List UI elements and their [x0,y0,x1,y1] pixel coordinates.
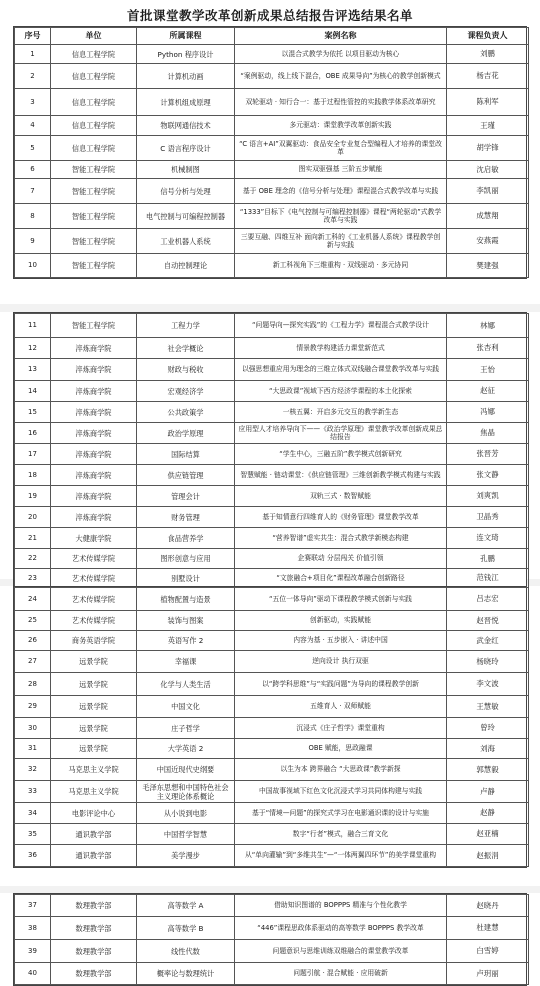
table-row [15,803,529,824]
cell-leader: 张文静 [447,465,529,486]
cell-course: 国际结算 [137,444,235,465]
cell-leader: 王瑾 [447,116,529,136]
results-table [14,313,529,588]
cell-case-name: “五位一体导向”驱动下课程教学模式创新与实践 [235,588,447,611]
table-row [15,402,529,423]
cell-case-name: 借助知识图谱的 BOPPPS 精准与个性化教学 [235,895,447,917]
cell-case-name: 从“单向灌输”到“多维共生”—“一体两翼四环节”的美学课堂重构 [235,845,447,867]
cell-leader: 杨晓玲 [447,651,529,673]
cell-course: 美学漫步 [137,845,235,867]
cell-unit: 智能工程学院 [51,161,137,179]
cell-case-name: OBE 赋能，思政融课 [235,739,447,759]
table-row [15,781,529,803]
cell-case-name: 五维育人 · 双师赋能 [235,696,447,718]
cell-unit: 通识教学部 [51,845,137,867]
cell-unit: 淬炼商学院 [51,381,137,402]
cell-unit: 淬炼商学院 [51,338,137,359]
cell-number: 17 [15,444,51,465]
cell-case-name: 企赛联动 分层闯关 价值引领 [235,549,447,569]
cell-case-name: 沉浸式《庄子哲学》课堂重构 [235,718,447,739]
cell-leader: 孔鹏 [447,549,529,569]
cell-course: 财政与税收 [137,359,235,381]
results-table [14,587,529,867]
cell-unit: 信息工程学院 [51,136,137,161]
cell-course: 管理会计 [137,486,235,507]
cell-course: 中国近现代史纲要 [137,759,235,781]
cell-leader: 郭慧毅 [447,759,529,781]
table-row [15,444,529,465]
cell-unit: 艺术传媒学院 [51,569,137,588]
table-row [15,895,529,917]
cell-unit: 远景学院 [51,739,137,759]
cell-number: 26 [15,631,51,651]
cell-course: 社会学概论 [137,338,235,359]
cell-leader: 王怡 [447,359,529,381]
cell-course: 化学与人类生活 [137,673,235,696]
cell-unit: 淬炼商学院 [51,507,137,528]
page-gap [0,304,540,312]
cell-case-name: 创新驱动，实践赋能 [235,611,447,631]
cell-leader: 吕志宏 [447,588,529,611]
cell-unit: 远景学院 [51,651,137,673]
table-row [15,507,529,528]
cell-number: 8 [15,204,51,229]
cell-unit: 智能工程学院 [51,204,137,229]
cell-unit: 电影评论中心 [51,803,137,824]
header-unit: 单位 [51,28,137,45]
cell-leader: 李文波 [447,673,529,696]
cell-unit: 淬炼商学院 [51,359,137,381]
cell-number: 24 [15,588,51,611]
table-row [15,338,529,359]
cell-number: 40 [15,963,51,985]
cell-unit: 大健康学院 [51,528,137,549]
cell-case-name: 三要互融、四维互补 面向新工科的《工业机器人系统》课程教学创新与实践 [235,229,447,254]
cell-unit: 艺术传媒学院 [51,611,137,631]
header-leader: 课程负责人 [447,28,529,45]
cell-case-name: 多元驱动：课堂教学改革创新实践 [235,116,447,136]
cell-course: 线性代数 [137,940,235,963]
table-row [15,229,529,254]
table-row [15,45,529,64]
cell-unit: 数理教学部 [51,895,137,917]
cell-course: 信号分析与处理 [137,179,235,204]
table-row [15,759,529,781]
cell-course: 从小说到电影 [137,803,235,824]
table-row [15,486,529,507]
cell-case-name: 数字“行者”模式，融合三育文化 [235,824,447,845]
cell-course: 图形创意与应用 [137,549,235,569]
cell-course: 中国哲学智慧 [137,824,235,845]
cell-number: 23 [15,569,51,588]
cell-leader: 赵亚楠 [447,824,529,845]
table-row [15,739,529,759]
table-row [15,381,529,402]
cell-number: 14 [15,381,51,402]
cell-case-name: “学生中心，三融五阶”教学模式创新研究 [235,444,447,465]
cell-leader: 李凯丽 [447,179,529,204]
results-table [14,27,529,278]
cell-number: 36 [15,845,51,867]
table-row [15,549,529,569]
cell-unit: 智能工程学院 [51,229,137,254]
cell-course: 财务管理 [137,507,235,528]
cell-number: 32 [15,759,51,781]
cell-course: 工程力学 [137,314,235,338]
results-table-part-4 [13,893,527,986]
results-table [14,894,529,985]
cell-course: 装饰与图案 [137,611,235,631]
cell-course: 别墅设计 [137,569,235,588]
table-row [15,179,529,204]
cell-leader: 刘海 [447,739,529,759]
cell-unit: 商务英语学院 [51,631,137,651]
cell-number: 27 [15,651,51,673]
cell-case-name: 应用型人才培养导向下——《政治学原理》课堂教学改革创新成果总结报告 [235,423,447,444]
cell-number: 5 [15,136,51,161]
table-row [15,89,529,116]
table-row [15,824,529,845]
cell-course: 毛泽东思想和中国特色社会主义理论体系概论 [137,781,235,803]
cell-case-name: 双轮驱动 · 知行合一：基于过程性管控的实践教学体系改革研究 [235,89,447,116]
cell-case-name: “大思政课”视域下西方经济学课程的本土化探索 [235,381,447,402]
cell-unit: 艺术传媒学院 [51,588,137,611]
cell-leader: 连文琦 [447,528,529,549]
cell-unit: 智能工程学院 [51,314,137,338]
table-row [15,940,529,963]
cell-case-name: “问题导向—探究实践”的《工程力学》课程混合式教学设计 [235,314,447,338]
cell-unit: 信息工程学院 [51,45,137,64]
table-row [15,611,529,631]
cell-unit: 数理教学部 [51,917,137,940]
cell-leader: 焦晶 [447,423,529,444]
cell-number: 34 [15,803,51,824]
cell-number: 21 [15,528,51,549]
results-table-part-1 [13,26,527,279]
cell-number: 33 [15,781,51,803]
cell-course: 宏观经济学 [137,381,235,402]
cell-number: 4 [15,116,51,136]
table-row [15,161,529,179]
cell-case-name: 内容为基 · 五步嵌入 · 讲述中国 [235,631,447,651]
cell-course: 工业机器人系统 [137,229,235,254]
cell-number: 11 [15,314,51,338]
cell-case-name: 基于 OBE 理念的《信号分析与处理》课程混合式教学改革与实践 [235,179,447,204]
results-table-part-3 [13,586,527,868]
cell-leader: 杨吉花 [447,64,529,89]
cell-unit: 淬炼商学院 [51,402,137,423]
header-no: 序号 [15,28,51,45]
cell-number: 25 [15,611,51,631]
cell-leader: 刘鹏 [447,45,529,64]
cell-case-name: 图实双驱强基 三阶五步赋能 [235,161,447,179]
page-gap [0,886,540,893]
cell-unit: 信息工程学院 [51,89,137,116]
cell-unit: 通识教学部 [51,824,137,845]
cell-course: 高等数学 B [137,917,235,940]
cell-case-name: 中国故事视域下红色文化沉浸式学习共同体构建与实践 [235,781,447,803]
cell-number: 18 [15,465,51,486]
cell-leader: 卢玥丽 [447,963,529,985]
cell-course: 幸福课 [137,651,235,673]
cell-course: 物联网通信技术 [137,116,235,136]
header-course: 所属课程 [137,28,235,45]
cell-number: 15 [15,402,51,423]
cell-number: 29 [15,696,51,718]
table-row [15,651,529,673]
cell-leader: 成慧翔 [447,204,529,229]
cell-course: 庄子哲学 [137,718,235,739]
cell-course: Python 程序设计 [137,45,235,64]
cell-leader: 白雪婷 [447,940,529,963]
table-row [15,569,529,588]
cell-unit: 远景学院 [51,673,137,696]
cell-leader: 曾玲 [447,718,529,739]
cell-unit: 智能工程学院 [51,179,137,204]
cell-course: 食品营养学 [137,528,235,549]
cell-case-name: 一核五翼：开启多元交互的教学新生态 [235,402,447,423]
table-row [15,64,529,89]
cell-case-name: 智慧赋能 · 链动课堂：《供应链管理》三维创新教学模式构建与实践 [235,465,447,486]
cell-number: 3 [15,89,51,116]
table-row [15,718,529,739]
cell-leader: 范钱江 [447,569,529,588]
table-row [15,673,529,696]
cell-unit: 智能工程学院 [51,254,137,278]
cell-unit: 艺术传媒学院 [51,549,137,569]
cell-unit: 远景学院 [51,718,137,739]
cell-unit: 马克思主义学院 [51,759,137,781]
cell-number: 9 [15,229,51,254]
table-row [15,696,529,718]
cell-number: 22 [15,549,51,569]
table-row [15,528,529,549]
cell-number: 38 [15,917,51,940]
cell-course: 公共政策学 [137,402,235,423]
cell-leader: 赵晓丹 [447,895,529,917]
cell-course: 计算机动画 [137,64,235,89]
cell-case-name: “C 语言+AI”双翼驱动：食品安全专业复合型编程人才培养的课堂改革 [235,136,447,161]
cell-course: 英语写作 2 [137,631,235,651]
cell-leader: 武金红 [447,631,529,651]
cell-unit: 淬炼商学院 [51,465,137,486]
cell-number: 13 [15,359,51,381]
cell-unit: 信息工程学院 [51,116,137,136]
table-row [15,204,529,229]
table-row [15,917,529,940]
page-title: 首批课堂教学改革创新成果总结报告评选结果名单 [126,8,413,23]
cell-course: 高等数学 A [137,895,235,917]
cell-case-name: 以强思想重应用为理念的三维立体式双线融合课堂教学改革与实践 [235,359,447,381]
cell-leader: 杜建慧 [447,917,529,940]
table-header-row [15,28,529,45]
cell-course: 植物配置与造景 [137,588,235,611]
cell-number: 19 [15,486,51,507]
cell-leader: 刘爽凯 [447,486,529,507]
cell-case-name: 双轨三式 · 数智赋能 [235,486,447,507]
cell-case-name: “446”课程思政体系驱动的高等数学 BOPPPS 教学改革 [235,917,447,940]
cell-number: 12 [15,338,51,359]
table-row [15,465,529,486]
cell-number: 16 [15,423,51,444]
cell-number: 39 [15,940,51,963]
cell-number: 31 [15,739,51,759]
cell-case-name: 问题引航 · 混合赋能 · 应用破新 [235,963,447,985]
table-row [15,359,529,381]
table-row [15,588,529,611]
cell-case-name: “案例驱动，线上线下混合，OBE 成果导向”为核心的教学创新模式 [235,64,447,89]
cell-unit: 淬炼商学院 [51,486,137,507]
table-row [15,136,529,161]
cell-number: 30 [15,718,51,739]
cell-leader: 赵晋悦 [447,611,529,631]
cell-case-name: 以生为本 跨界融合 “大思政课”教学新探 [235,759,447,781]
cell-leader: 陈利军 [447,89,529,116]
cell-unit: 数理教学部 [51,940,137,963]
cell-course: 自动控制理论 [137,254,235,278]
cell-case-name: “文旅融合+项目化”课程改革融合创新路径 [235,569,447,588]
cell-unit: 数理教学部 [51,963,137,985]
cell-course: 机械制图 [137,161,235,179]
cell-leader: 赵征 [447,381,529,402]
cell-leader: 张杏利 [447,338,529,359]
table-row [15,845,529,867]
cell-unit: 马克思主义学院 [51,781,137,803]
cell-case-name: “营养智谱”虚实共生：混合式教学新模态构建 [235,528,447,549]
table-row [15,116,529,136]
cell-number: 35 [15,824,51,845]
cell-case-name: 问题意识与思维训练双维融合的课堂教学改革 [235,940,447,963]
cell-leader: 胡学锋 [447,136,529,161]
cell-course: 供应链管理 [137,465,235,486]
cell-leader: 樊建强 [447,254,529,278]
cell-course: 计算机组成原理 [137,89,235,116]
cell-leader: 赵静 [447,803,529,824]
cell-course: 电气控制与可编程控制器 [137,204,235,229]
cell-unit: 淬炼商学院 [51,423,137,444]
table-row [15,963,529,985]
cell-unit: 淬炼商学院 [51,444,137,465]
cell-leader: 卢静 [447,781,529,803]
cell-case-name: “1333”目标下《电气控制与可编程控制器》课程“两轮驱动”式教学改革与实践 [235,204,447,229]
cell-leader: 冯娜 [447,402,529,423]
results-table-part-2 [13,312,527,589]
cell-number: 10 [15,254,51,278]
cell-case-name: 逆向设计 执行双驱 [235,651,447,673]
cell-leader: 王慧敏 [447,696,529,718]
cell-course: 政治学原理 [137,423,235,444]
cell-number: 1 [15,45,51,64]
cell-course: 大学英语 2 [137,739,235,759]
cell-leader: 张晋芳 [447,444,529,465]
cell-unit: 信息工程学院 [51,64,137,89]
cell-leader: 卫晶秀 [447,507,529,528]
cell-number: 20 [15,507,51,528]
cell-case-name: 基于“情境—问题”的探究式学习在电影通识课的设计与实施 [235,803,447,824]
cell-number: 37 [15,895,51,917]
cell-course: 中国文化 [137,696,235,718]
cell-unit: 远景学院 [51,696,137,718]
cell-case-name: 以混合式教学为依托 以项目驱动为核心 [235,45,447,64]
header-case: 案例名称 [235,28,447,45]
cell-case-name: 以“跨学科思维”与“实践问题”为导向的课程教学创新 [235,673,447,696]
cell-leader: 安燕霞 [447,229,529,254]
cell-case-name: 基于知情意行四维育人的《财务管理》课堂教学改革 [235,507,447,528]
cell-number: 2 [15,64,51,89]
table-row [15,631,529,651]
table-row [15,423,529,444]
cell-leader: 沈启敏 [447,161,529,179]
cell-course: C 语言程序设计 [137,136,235,161]
table-row [15,254,529,278]
table-row [15,314,529,338]
cell-leader: 赵振涓 [447,845,529,867]
cell-number: 6 [15,161,51,179]
cell-case-name: 情景教学构建活力课堂新范式 [235,338,447,359]
cell-leader: 林娜 [447,314,529,338]
cell-course: 概率论与数理统计 [137,963,235,985]
cell-number: 28 [15,673,51,696]
cell-case-name: 新工科视角下三维重构 · 双线驱动 · 多元协同 [235,254,447,278]
cell-number: 7 [15,179,51,204]
